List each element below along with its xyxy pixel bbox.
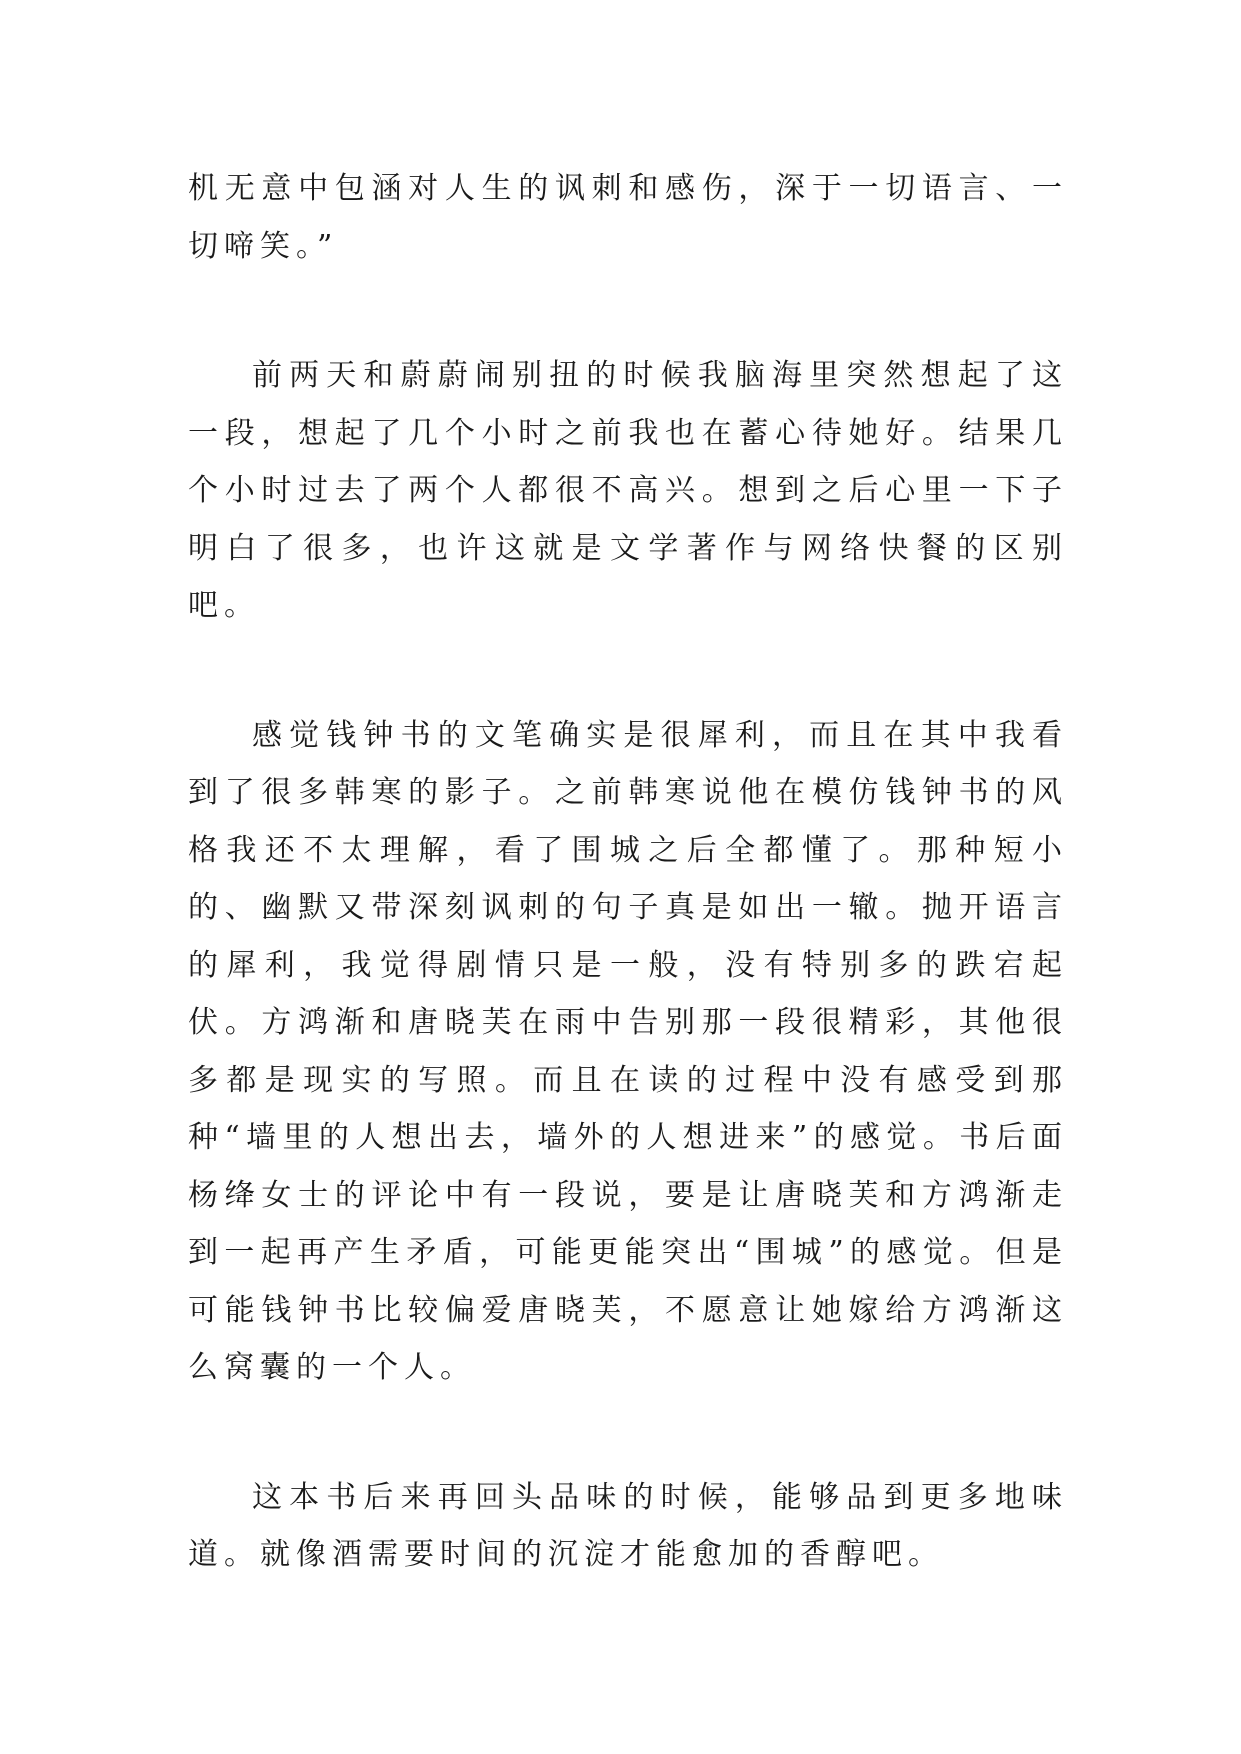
paragraph-continuation: 机无意中包涵对人生的讽刺和感伤，深于一切语言、一切啼笑。”: [188, 171, 1068, 264]
document-body: [188, 160, 1068, 1584]
paragraph-argument-memory: 前两天和蔚蔚闹别扭的时候我脑海里突然想起了这一段，想起了几个小时之前我也在蓄心待她好。结果几个小时过去了两个人都很不高兴。想到之后心里一下子明白了很多，也许这就是文学著作与网络快餐的区别吧。: [188, 358, 1068, 623]
paragraph-conclusion: 这本书后来再回头品味的时候，能够品到更多地味道。就像酒需要时间的沉淀才能愈加的香醇吧。: [188, 1479, 1068, 1572]
paragraph-writing-style: 感觉钱钟书的文笔确实是很犀利，而且在其中我看到了很多韩寒的影子。之前韩寒说他在模仿钱钟书的风格我还不太理解，看了围城之后全都懂了。那种短小的、幽默又带深刻讽刺的句子真是如出一辙。抛开语言的犀利，我觉得剧情只是一般，没有特别多的跌宕起伏。方鸿渐和唐晓芙在雨中告别那一段很精彩，其他很多都是现实的写照。而且在读的过程中没有感受到那种“墙里的人想出去，墙外的人想进来”的感觉。书后面杨绛女士的评论中有一段说，要是让唐晓芙和方鸿渐走到一起再产生矛盾，可能更能突出“围城”的感觉。但是可能钱钟书比较偏爱唐晓芙，不愿意让她嫁给方鸿渐这么窝囊的一个人。: [188, 717, 1068, 1385]
